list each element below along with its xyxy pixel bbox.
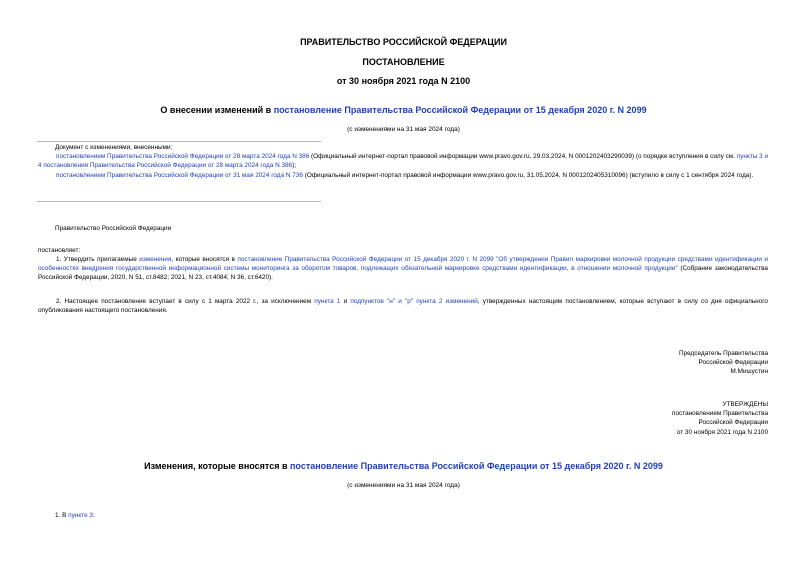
p2-text-a: 2. Настоящее постановление вступает в силу с 1 марта 2022 г., за исключением xyxy=(56,298,315,305)
p2-link-subitems[interactable]: подпунктов "н" и "р" пункта 2 изменений xyxy=(350,298,478,305)
p2-text-c: , утвержденных настоящим постановлением, которые вступают в силу со дня официального опубликования настоящего постановления. xyxy=(38,298,768,315)
p1-text-b: , которые вносятся в xyxy=(171,256,238,263)
changes-item-2-text: (Официальный интернет-портал правовой информации www.pravo.gov.ru, 31.05.2024, N 0001202405310096) (вступило в силу с 1 сентября 2024 года). xyxy=(302,171,754,179)
signature-line-2: Российской Федерации xyxy=(698,359,768,367)
doc-title xyxy=(0,105,807,115)
decrees-line: постановляет: xyxy=(38,247,81,254)
revision-note: (с изменениями на 31 мая 2024 года) xyxy=(347,126,460,133)
annex-title xyxy=(0,461,807,471)
doc-title-prefix: О внесении изменений в xyxy=(160,105,274,115)
paragraph-2 xyxy=(38,297,768,315)
p2-link-item1[interactable]: пункта 1 xyxy=(314,298,341,305)
changes-item-2-link[interactable]: постановлением Правительства Российской Федерации от 31 мая 2024 года N 736 xyxy=(56,171,303,179)
government-heading: ПРАВИТЕЛЬСТВО РОССИЙСКОЙ ФЕДЕРАЦИИ xyxy=(300,37,507,47)
p1-text-c: (Собрание законодательства Российской Федерации, 2020, N 51, ст.8482; 2021, N 23, ст.4084; N 36, ст.6420). xyxy=(38,265,768,282)
approval-line-1: УТВЕРЖДЕНЫ xyxy=(722,401,768,408)
signature-line-3: М.Мишустин xyxy=(730,368,768,376)
approval-line-2: постановлением Правительства xyxy=(672,410,768,418)
changes-item-1-text: (Официальный интернет-портал правовой информации www.pravo.gov.ru, 29.03.2024, N 0001202403290039) (о порядке вступления в силу см. xyxy=(309,153,737,161)
changes-item-2 xyxy=(38,171,768,180)
annex-title-prefix: Изменения, которые вносятся в xyxy=(144,461,290,471)
signature-block xyxy=(508,349,768,377)
changes-box-bottom-rule xyxy=(37,201,321,202)
approval-block xyxy=(508,400,768,437)
paragraph-1 xyxy=(38,255,768,283)
date-number-heading: от 30 ноября 2021 года N 2100 xyxy=(336,76,471,86)
annex-title-link[interactable]: постановление Правительства Российской Федерации от 15 декабря 2020 г. N 2099 xyxy=(290,461,663,471)
approval-line-3: Российской Федерации xyxy=(698,419,768,427)
changes-box xyxy=(38,143,768,180)
doc-type-heading: ПОСТАНОВЛЕНИЕ xyxy=(362,57,445,67)
p1-text-a: 1. Утвердить прилагаемые xyxy=(56,256,140,263)
changes-box-top-rule xyxy=(37,141,321,142)
doc-title-link[interactable]: постановление Правительства Российской Федерации от 15 декабря 2020 г. N 2099 xyxy=(273,105,647,115)
approval-line-4: от 30 ноября 2021 года N 2100 xyxy=(676,428,768,436)
annex-item-1-link[interactable]: пункте 3 xyxy=(68,512,93,519)
issuer-line: Правительство Российской Федерации xyxy=(55,225,172,232)
changes-item-1-link[interactable]: постановлением Правительства Российской Федерации от 28 марта 2024 года N 386 xyxy=(56,153,310,161)
annex-revision-note: (с изменениями на 31 мая 2024 года) xyxy=(347,482,460,489)
annex-item-1-text-b: : xyxy=(92,512,95,519)
p1-link-decree[interactable]: постановление Правительства Российской Федерации от 15 декабря 2020 г. N 2099 "Об утверждении Правил маркировки молочной продукции средствами идентификации и особенностях внедрения государственной информационной системы мониторинга за оборотом товаров, подлежащих обязательной маркировке средствами идентификации, в отношении молочной продукции" xyxy=(38,256,768,273)
changes-intro: Документ с изменениями, внесенными: xyxy=(55,144,173,151)
changes-item-1 xyxy=(38,152,768,170)
annex-item-1 xyxy=(55,511,95,520)
changes-item-1-link2[interactable]: пункты 3 и 4 постановления Правительства Российской Федерации от 28 марта 2024 года N 386 xyxy=(38,153,769,170)
annex-item-1-text-a: 1. В xyxy=(55,512,69,519)
p2-text-b: и xyxy=(340,298,351,305)
signature-line-1: Председатель Правительства xyxy=(679,350,768,357)
changes-item-1-end: ); xyxy=(292,162,297,170)
p1-link-changes[interactable]: изменения xyxy=(139,256,172,263)
